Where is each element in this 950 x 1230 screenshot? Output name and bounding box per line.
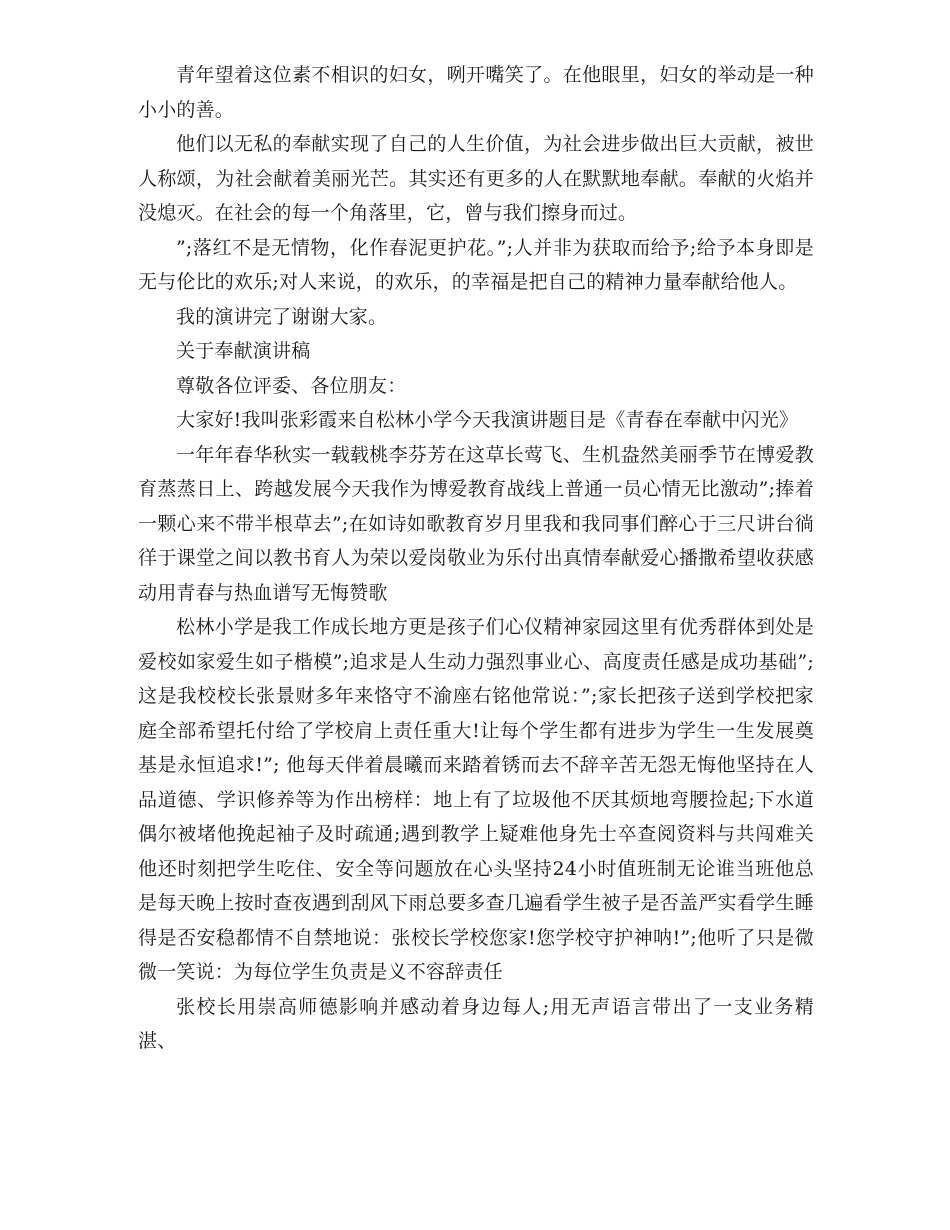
paragraph: 松林小学是我工作成长地方更是孩子们心仪精神家园这里有优秀群体到处是爱校如家爱生如子楷模”;追求是人生动力强烈事业心、高度责任感是成功基础”;这是我校校长张景财多年来恪守不渝座右铭他常说：”;家长把孩子送到学校把家庭全部希望托付给了学校肩上责任重大!让每个学生都有进步为学生一生发展奠基是永恒追求!”; 他每天伴着晨曦而来踏着锈而去不辞辛苦无怨无悔他坚持在人品道德、学识修养等为作出榜样：地上有了垃圾他不厌其烦地弯腰捡起;下水道偶尔被堵他挽起袖子及时疏通;遇到教学上疑难他身先士卒查阅资料与共闯难关他还时刻把学生吃住、安全等问题放在心头坚持24小时值班制无论谁当班他总是每天晚上按时查夜遇到刮风下雨总要多查几遍看学生被子是否盖严实看学生睡得是否安稳都情不自禁地说：张校长学校您家!您学校守护神呐!”;他听了只是微微一笑说：为每位学生负责是义不容辞责任 [138,616,814,983]
paragraph: 大家好!我叫张彩霞来自松林小学今天我演讲题目是《青春在奉献中闪光》 [176,409,799,431]
paragraph: 青年望着这位素不相识的妇女，咧开嘴笑了。在他眼里，妇女的举动是一种小小的善。 [138,64,814,121]
paragraph: 张校长用崇高师德影响并感动着身边每人;用无声语言带出了一支业务精湛、 [138,995,814,1052]
section-title: 关于奉献演讲稿 [176,340,311,362]
paragraph: 他们以无私的奉献实现了自己的人生价值，为社会进步做出巨大贡献，被世人称颂，为社会献着美丽光芒。其实还有更多的人在默默地奉献。奉献的火焰并没熄灭。在社会的每一个角落里，它，曾与我们擦身而过。 [138,133,814,224]
salutation: 尊敬各位评委、各位朋友： [176,374,407,397]
paragraph: 一年年春华秋实一载载桃李芬芳在这草长莺飞、生机盎然美丽季节在博爱教育蒸蒸日上、跨越发展今天我作为博爱教育战线上普通一员心情无比激动”;捧着一颗心来不带半根草去”;在如诗如歌教育岁月里我和我同事们醉心于三尺讲台徜徉于课堂之间以教书育人为荣以爱岗敬业为乐付出真情奉献爱心播撒希望收获感动用青春与热血谱写无悔赞歌 [138,443,814,604]
paragraph: ”;落红不是无情物，化作春泥更护花。”;人并非为获取而给予;给予本身即是无与伦比的欢乐;对人来说，的欢乐，的幸福是把自己的精神力量奉献给他人。 [138,236,814,293]
paragraph: 我的演讲完了谢谢大家。 [176,305,388,328]
